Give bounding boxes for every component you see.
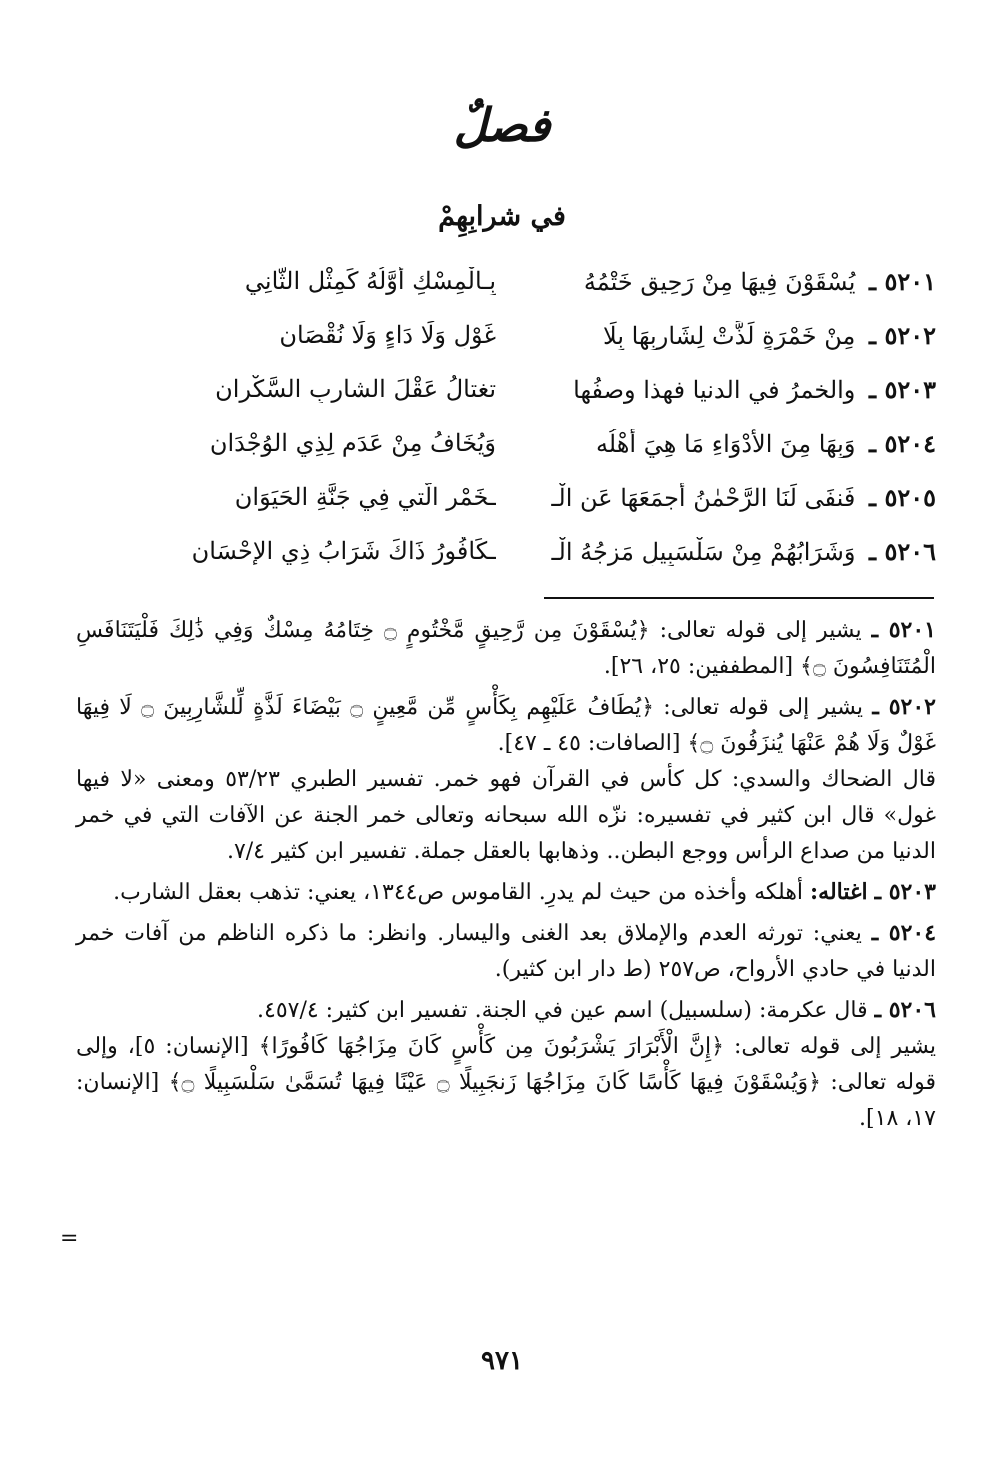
verse-second-hemistich: وَيُخَافُ مِنْ عَدَمٍ لِذِي الوُجْدَانِ bbox=[209, 429, 496, 457]
verse-first-text: يُسْقَوْنَ فِيهَا مِنْ رَحِيقٍ خَتْمُهُ bbox=[583, 267, 856, 296]
verse-second-hemistich: ـخَمْرِ الَّتي فِي جَنَّةِ الحَيَوَانِ bbox=[234, 483, 496, 511]
verse-number: ٥٢٠٦ ـ bbox=[869, 536, 936, 566]
page-number: ٩٧١ bbox=[481, 1346, 523, 1376]
verse-number: ٥٢٠١ ـ bbox=[869, 266, 936, 296]
verse-first-hemistich bbox=[506, 321, 936, 350]
continuation-mark: = bbox=[60, 1226, 79, 1251]
verse-first-text: وَبِهَا مِنَ الأَدْوَاءِ مَا هِيَ أَهْلُه bbox=[595, 429, 856, 458]
footnote-number: ٥٢٠٣ ـ bbox=[874, 879, 936, 905]
section-title: فصلٌ bbox=[453, 98, 551, 152]
footnote bbox=[76, 915, 936, 988]
verse-first-text: مِنْ خَمْرَةٍ لَذَّتْ لِشَارِبِهَا بِلَا bbox=[603, 321, 856, 350]
verse-second-hemistich: تغتالُ عَقْلَ الشاربِ السَّكْرانِ bbox=[215, 375, 496, 403]
verse-first-hemistich bbox=[506, 429, 936, 458]
footnote-text: يعني: تورثه العدم والإملاق بعد الغنى واليسار. وانظر: ما ذكره الناظم من آفات خمر الدنيا في حادي الأرواح، ص٢٥٧ (ط دار ابن كثير). bbox=[76, 921, 936, 982]
footnote bbox=[76, 992, 936, 1137]
footnote-term: اغتاله: bbox=[810, 879, 868, 905]
footnote-number: ٥٢٠١ ـ bbox=[871, 617, 936, 643]
verse-second-hemistich: بِـالْمِسْكِ أَوَّلُهُ كَمِثْلِ الثَّانِي bbox=[244, 267, 496, 295]
footnote-text: قال عكرمة: (سلسبيل) اسم عين في الجنة. تفسير ابن كثير: ٤٥٧/٤. bbox=[257, 998, 868, 1023]
footnote-text: يشير إلى قوله تعالى: ﴿إِنَّ الْأَبْرَارَ يَشْرَبُونَ مِن كَأْسٍ كَانَ مِزَاجُهَا كَافُورًا﴾ [الإنسان: ٥]، وإلى قوله تعالى: ﴿وَيُسْقَوْنَ فِيهَا كَأْسًا كَانَ مِزَاجُهَا زَنجَبِيلًا ۝ عَيْنًا فِيهَا تُسَمَّىٰ سَلْسَبِيلًا ۝﴾ [الإنسان: ١٧، ١٨]. bbox=[76, 1034, 937, 1131]
verse-number: ٥٢٠٤ ـ bbox=[869, 428, 936, 458]
verse-first-hemistich bbox=[506, 537, 936, 566]
footnote-text: يشير إلى قوله تعالى: ﴿يُسْقَوْنَ مِن رَّحِيقٍ مَّخْتُومٍ ۝ خِتَامُهُ مِسْكٌ وَفِي ذَٰلِكَ فَلْيَتَنَافَسِ الْمُتَنَافِسُونَ ۝﴾ [المطففين: ٢٥، ٢٦]. bbox=[76, 618, 936, 679]
footnote bbox=[76, 612, 936, 685]
footnote-number: ٥٢٠٦ ـ bbox=[874, 997, 936, 1023]
verse-second-hemistich: ـكَافُورُ ذَاكَ شَرَابُ ذِي الإحْسَانِ bbox=[191, 537, 496, 565]
footnote bbox=[76, 689, 936, 870]
verse-row bbox=[76, 362, 936, 416]
verse-first-hemistich bbox=[506, 375, 936, 404]
footnote-number: ٥٢٠٢ ـ bbox=[872, 694, 936, 720]
verse-row bbox=[76, 416, 936, 470]
verse-row bbox=[76, 308, 936, 362]
footnote-text: أهلكه وأخذه من حيث لم يدرِ. القاموس ص١٣٤٤، يعني: تذهب بعقل الشارب. bbox=[113, 880, 804, 905]
footnote-text: قال الضحاك والسدي: كل كأس في القرآن فهو خمر. تفسير الطبري ٥٣/٢٣ ومعنى «لا فيها غول» قال ابن كثير في تفسيره: نزّه الله سبحانه وتعالى خمر الجنة عن الآفات التي في خمر الدنيا من صداع الرأس ووجع البطن.. وذهابها بالعقل جملة. تفسير ابن كثير ٧/٤. bbox=[76, 767, 936, 864]
verse-first-hemistich bbox=[506, 267, 936, 296]
footnote-divider bbox=[544, 597, 934, 599]
poem-verses bbox=[76, 254, 936, 578]
footnote-number: ٥٢٠٤ ـ bbox=[871, 920, 937, 946]
verse-number: ٥٢٠٥ ـ bbox=[869, 482, 936, 512]
verse-first-hemistich bbox=[506, 483, 936, 512]
footnote-text: يشير إلى قوله تعالى: ﴿يُطَافُ عَلَيْهِم بِكَأْسٍ مِّن مَّعِينٍ ۝ بَيْضَاءَ لَذَّةٍ لِّلشَّارِبِينَ ۝ لَا فِيهَا غَوْلٌ وَلَا هُمْ عَنْهَا يُنزَفُونَ ۝﴾ [الصافات: ٤٥ ـ ٤٧]. bbox=[76, 695, 936, 756]
verse-row bbox=[76, 470, 936, 524]
footnotes bbox=[76, 612, 936, 1141]
verse-number: ٥٢٠٣ ـ bbox=[869, 374, 936, 404]
verse-first-text: وَشَرَابُهُمْ مِنْ سَلْسَبِيلٍ مَزجُهُ الْـ bbox=[551, 537, 856, 566]
verse-row bbox=[76, 524, 936, 578]
verse-first-text: والخمرُ في الدنيا فهذا وصفُها bbox=[573, 375, 856, 404]
section-subtitle: في شرابِهِمْ bbox=[438, 201, 566, 232]
verse-row bbox=[76, 254, 936, 308]
verse-number: ٥٢٠٢ ـ bbox=[869, 320, 936, 350]
verse-second-hemistich: غَوْلٍ وَلَا دَاءٍ وَلَا نُقْصَانِ bbox=[279, 321, 496, 349]
verse-first-text: فَنفَى لَنَا الرَّحْمٰنُ أجمَعَهَا عَنِ الْـ bbox=[551, 483, 856, 512]
footnote bbox=[76, 874, 936, 911]
